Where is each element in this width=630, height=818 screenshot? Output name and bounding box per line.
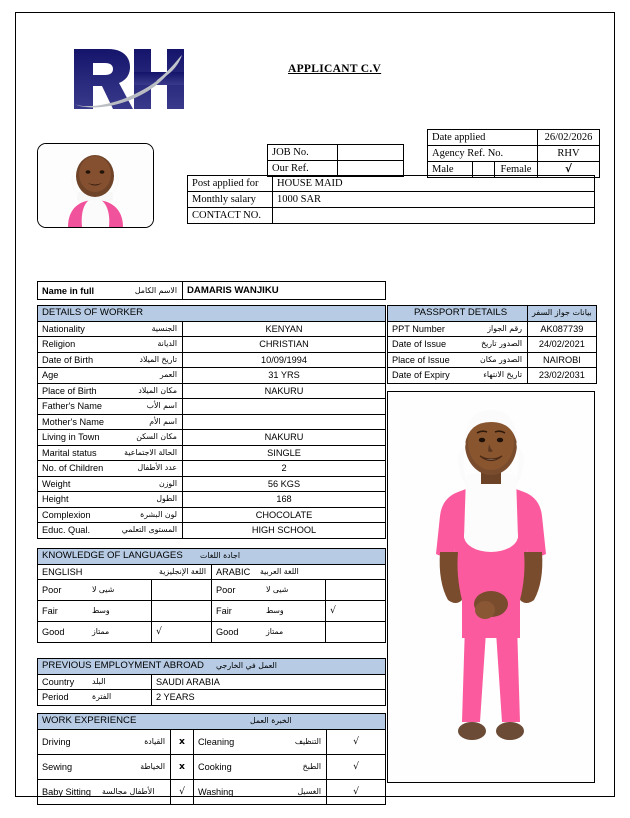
table-row xyxy=(188,192,595,208)
nationality-value[interactable]: KENYAN xyxy=(183,321,386,337)
english-good-mark[interactable]: √ xyxy=(152,622,212,643)
arabic-good-mark[interactable] xyxy=(326,622,386,643)
passport-details-header-left xyxy=(388,306,528,322)
english-label-ar: اللغة الإنجليزية xyxy=(159,566,206,576)
name-in-full-label-en: Name in full xyxy=(42,285,95,296)
baby-sitting-label-en: Baby Sitting xyxy=(42,786,92,797)
driving-mark[interactable]: x xyxy=(171,729,194,754)
passport-details-header-ar: بيانات جواز السفر xyxy=(528,306,597,322)
post-applied-table xyxy=(187,175,595,224)
mothers-name-label-en: Mother's Name xyxy=(42,416,105,427)
english-poor-label-ar: شيى لا xyxy=(92,585,115,594)
date-of-expiry-label-ar: تاريخ الانتهاء xyxy=(483,370,522,380)
age-label-ar: العمر xyxy=(159,370,177,380)
cleaning-label-ar: التنظيف xyxy=(294,736,321,746)
living-in-town-label-ar: مكان السكن xyxy=(136,432,177,442)
table-row xyxy=(388,337,597,353)
mothers-name-label-cell xyxy=(38,414,183,430)
contact-no-label: CONTACT NO. xyxy=(188,208,273,224)
our-ref-label: Our Ref. xyxy=(268,161,338,177)
job-reference-table xyxy=(267,144,404,177)
english-poor-mark[interactable] xyxy=(152,580,212,601)
sewing-label-en: Sewing xyxy=(42,761,73,772)
table-row xyxy=(38,321,386,337)
table-row xyxy=(38,337,386,353)
date-of-birth-label-en: Date of Birth xyxy=(42,354,94,365)
driving-label-en: Driving xyxy=(42,736,71,747)
table-row xyxy=(38,690,386,706)
work-experience-table xyxy=(37,713,386,805)
arabic-poor-label-ar: شيى لا xyxy=(266,585,289,594)
arabic-label-ar: اللغة العربية xyxy=(260,566,299,576)
agency-ref-label: Agency Ref. No. xyxy=(428,146,538,162)
arabic-poor-label-en: Poor xyxy=(216,585,236,595)
page-title: APPLICANT C.V xyxy=(288,63,382,75)
height-label-en: Height xyxy=(42,494,69,505)
table-row xyxy=(38,779,386,804)
marital-status-value[interactable]: SINGLE xyxy=(183,445,386,461)
table-row xyxy=(388,368,597,384)
table-row-header xyxy=(38,549,386,565)
country-label-cell xyxy=(38,674,152,690)
place-of-issue-label-en: Place of Issue xyxy=(392,354,450,365)
name-in-full-label-ar: الاسم الكامل xyxy=(134,285,177,295)
religion-label-cell xyxy=(38,337,183,353)
date-applied-label: Date applied xyxy=(428,130,538,146)
nationality-label-cell xyxy=(38,321,183,337)
date-of-issue-label-en: Date of Issue xyxy=(392,339,447,350)
english-language-cell xyxy=(38,564,212,580)
no-of-children-value[interactable]: 2 xyxy=(183,461,386,477)
job-no-label: JOB No. xyxy=(268,145,338,161)
complexion-value[interactable]: CHOCOLATE xyxy=(183,507,386,523)
place-of-birth-label-en: Place of Birth xyxy=(42,385,97,396)
table-row-header xyxy=(38,659,386,675)
table-row xyxy=(38,282,386,300)
arabic-fair-mark[interactable]: √ xyxy=(326,601,386,622)
passport-details-table xyxy=(387,305,597,384)
baby-sitting-label-ar: الأطفال مجالسة xyxy=(102,786,155,796)
baby-sitting-mark[interactable]: √ xyxy=(171,779,194,804)
sewing-label-cell xyxy=(38,754,171,779)
work-experience-header-en: WORK EXPERIENCE xyxy=(42,715,137,727)
arabic-label-en: ARABIC xyxy=(216,566,251,577)
weight-label-ar: الوزن xyxy=(158,478,177,488)
monthly-salary-value[interactable]: 1000 SAR xyxy=(273,192,595,208)
languages-header-cell xyxy=(38,549,386,565)
table-row-header xyxy=(38,306,386,322)
washing-mark[interactable]: √ xyxy=(327,779,386,804)
place-of-issue-label-ar: الصدور مكان xyxy=(480,354,522,364)
educ-qual-label-ar: المستوى التعلمي xyxy=(121,525,177,535)
place-of-issue-value[interactable]: NAIROBI xyxy=(528,352,597,368)
place-of-birth-label-cell xyxy=(38,383,183,399)
table-row-header xyxy=(388,306,597,322)
arabic-language-cell xyxy=(212,564,386,580)
female-label: Female xyxy=(495,162,538,178)
post-applied-label: Post applied for xyxy=(188,176,273,192)
living-in-town-label-cell xyxy=(38,430,183,446)
contact-no-value[interactable] xyxy=(273,208,595,224)
place-of-birth-value[interactable]: NAKURU xyxy=(183,383,386,399)
sewing-mark[interactable]: x xyxy=(171,754,194,779)
height-label-ar: الطول xyxy=(156,494,177,504)
knowledge-of-languages-table xyxy=(37,548,386,643)
date-of-expiry-label-cell xyxy=(388,368,528,384)
previous-employment-table xyxy=(37,658,386,706)
previous-employment-header-ar: العمل في الخارجي xyxy=(216,661,277,671)
cooking-label-ar: الطبخ xyxy=(302,761,321,771)
table-row xyxy=(38,601,386,622)
female-checkbox[interactable]: √ xyxy=(538,162,600,178)
name-in-full-label-cell xyxy=(38,282,183,300)
ppt-number-label-cell xyxy=(388,321,528,337)
table-row xyxy=(38,445,386,461)
ppt-number-label-en: PPT Number xyxy=(392,323,445,334)
details-of-worker-header: DETAILS OF WORKER xyxy=(38,306,386,322)
arabic-fair-label-cell xyxy=(212,601,326,622)
date-of-issue-label-cell xyxy=(388,337,528,353)
english-fair-label-ar: وسط xyxy=(92,606,110,615)
english-label-en: ENGLISH xyxy=(42,566,83,577)
table-row xyxy=(38,523,386,539)
table-row xyxy=(38,580,386,601)
washing-label-ar: الغسيل xyxy=(297,786,321,796)
table-row xyxy=(38,674,386,690)
washing-label-cell xyxy=(194,779,327,804)
educ-qual-label-en: Educ. Qual. xyxy=(42,525,91,536)
table-row xyxy=(38,414,386,430)
place-of-birth-label-ar: مكان الميلاد xyxy=(138,385,177,395)
washing-label-en: Washing xyxy=(198,786,234,797)
table-row xyxy=(38,430,386,446)
mothers-name-value[interactable] xyxy=(183,414,386,430)
no-of-children-label-cell xyxy=(38,461,183,477)
english-fair-label-en: Fair xyxy=(42,606,58,616)
previous-employment-header-cell xyxy=(38,659,386,675)
table-row xyxy=(38,492,386,508)
applicant-passport-photo xyxy=(37,143,154,228)
fathers-name-value[interactable] xyxy=(183,399,386,415)
period-label-en: Period xyxy=(42,692,69,703)
ppt-number-label-ar: رقم الجواز xyxy=(487,323,522,333)
sewing-label-ar: الخياطة xyxy=(140,761,165,771)
ppt-number-value[interactable]: AK087739 xyxy=(528,321,597,337)
arabic-fair-label-ar: وسط xyxy=(266,606,284,615)
table-row xyxy=(428,146,600,162)
table-row xyxy=(388,321,597,337)
table-row xyxy=(38,622,386,643)
table-row xyxy=(188,208,595,224)
cooking-mark[interactable]: √ xyxy=(327,754,386,779)
complexion-label-ar: لون البشرة xyxy=(140,509,177,519)
table-row xyxy=(38,507,386,523)
table-row xyxy=(38,729,386,754)
no-of-children-label-en: No. of Children xyxy=(42,463,104,474)
baby-sitting-label-cell xyxy=(38,779,171,804)
details-of-worker-table xyxy=(37,305,386,539)
table-row xyxy=(388,352,597,368)
age-label-en: Age xyxy=(42,370,59,381)
cleaning-label-cell xyxy=(194,729,327,754)
living-in-town-label-en: Living in Town xyxy=(42,432,100,443)
work-experience-header-ar: الخبرة العمل xyxy=(250,716,292,726)
driving-label-cell xyxy=(38,729,171,754)
name-in-full-table xyxy=(37,281,386,300)
table-row xyxy=(38,476,386,492)
date-of-birth-label-ar: تاريخ الميلاد xyxy=(139,354,177,364)
educ-qual-value[interactable]: HIGH SCHOOL xyxy=(183,523,386,539)
languages-header-en: KNOWLEDGE OF LANGUAGES xyxy=(42,550,183,562)
date-of-expiry-value[interactable]: 23/02/2031 xyxy=(528,368,597,384)
living-in-town-value[interactable]: NAKURU xyxy=(183,430,386,446)
educ-qual-label-cell xyxy=(38,523,183,539)
height-value[interactable]: 168 xyxy=(183,492,386,508)
period-label-ar: الفترة xyxy=(92,692,112,702)
weight-label-cell xyxy=(38,476,183,492)
english-fair-mark[interactable] xyxy=(152,601,212,622)
table-row xyxy=(188,176,595,192)
cooking-label-en: Cooking xyxy=(198,761,232,772)
country-label-en: Country xyxy=(42,676,75,687)
agency-ref-value[interactable]: RHV xyxy=(538,146,600,162)
monthly-salary-label: Monthly salary xyxy=(188,192,273,208)
period-label-cell xyxy=(38,690,152,706)
cleaning-label-en: Cleaning xyxy=(198,736,235,747)
weight-label-en: Weight xyxy=(42,478,71,489)
religion-value[interactable]: CHRISTIAN xyxy=(183,337,386,353)
english-poor-label-en: Poor xyxy=(42,585,62,595)
date-applied-value[interactable]: 26/02/2026 xyxy=(538,130,600,146)
passport-details-header-en: PASSPORT DETAILS xyxy=(414,307,508,319)
work-experience-header-cell xyxy=(38,714,386,730)
arabic-good-label-ar: ممتاز xyxy=(266,627,284,636)
marital-status-label-ar: الحالة الاجتماعية xyxy=(124,447,177,457)
date-of-birth-label-cell xyxy=(38,352,183,368)
applicant-full-body-photo xyxy=(387,391,595,783)
date-of-issue-label-ar: الصدور تاريخ xyxy=(481,339,522,349)
table-row xyxy=(38,461,386,477)
table-row xyxy=(38,383,386,399)
religion-label-ar: الديانة xyxy=(157,339,177,349)
male-label: Male xyxy=(428,162,473,178)
driving-label-ar: القيادة xyxy=(144,736,165,746)
arabic-fair-label-en: Fair xyxy=(216,606,232,616)
complexion-label-en: Complexion xyxy=(42,509,91,520)
age-value[interactable]: 31 YRS xyxy=(183,368,386,384)
weight-value[interactable]: 56 KGS xyxy=(183,476,386,492)
english-good-label-en: Good xyxy=(42,627,65,637)
languages-header-ar: اجادة اللغات xyxy=(200,551,240,561)
country-label-ar: البلد xyxy=(92,676,106,686)
company-logo xyxy=(68,41,186,119)
table-row xyxy=(38,352,386,368)
name-in-full-value[interactable]: DAMARIS WANJIKU xyxy=(183,282,386,300)
english-good-label-cell xyxy=(38,622,152,643)
date-of-expiry-label-en: Date of Expiry xyxy=(392,370,450,381)
height-label-cell xyxy=(38,492,183,508)
nationality-label-en: Nationality xyxy=(42,323,85,334)
arabic-poor-label-cell xyxy=(212,580,326,601)
fathers-name-label-ar: اسم الأب xyxy=(146,401,177,411)
english-poor-label-cell xyxy=(38,580,152,601)
arabic-poor-mark[interactable] xyxy=(326,580,386,601)
period-value[interactable]: 2 YEARS xyxy=(152,690,386,706)
date-of-birth-value[interactable]: 10/09/1994 xyxy=(183,352,386,368)
post-applied-value[interactable]: HOUSE MAID xyxy=(273,176,595,192)
table-row-header xyxy=(38,714,386,730)
cleaning-mark[interactable]: √ xyxy=(327,729,386,754)
mothers-name-label-ar: اسم الأم xyxy=(149,416,177,426)
table-row xyxy=(268,145,404,161)
religion-label-en: Religion xyxy=(42,339,76,350)
fathers-name-label-en: Father's Name xyxy=(42,401,102,412)
marital-status-label-en: Marital status xyxy=(42,447,97,458)
fathers-name-label-cell xyxy=(38,399,183,415)
application-info-table xyxy=(427,129,600,178)
arabic-good-label-en: Good xyxy=(216,627,239,637)
arabic-good-label-cell xyxy=(212,622,326,643)
marital-status-label-cell xyxy=(38,445,183,461)
previous-employment-header-en: PREVIOUS EMPLOYMENT ABROAD xyxy=(42,660,204,672)
table-row xyxy=(38,754,386,779)
table-row xyxy=(428,130,600,146)
country-value[interactable]: SAUDI ARABIA xyxy=(152,674,386,690)
cv-document-page xyxy=(15,12,615,797)
no-of-children-label-ar: عدد الأطفال xyxy=(137,463,177,473)
cooking-label-cell xyxy=(194,754,327,779)
table-row xyxy=(38,368,386,384)
date-of-issue-value[interactable]: 24/02/2021 xyxy=(528,337,597,353)
complexion-label-cell xyxy=(38,507,183,523)
age-label-cell xyxy=(38,368,183,384)
table-row xyxy=(38,399,386,415)
nationality-label-ar: الجنسية xyxy=(151,323,177,333)
english-good-label-ar: ممتاز xyxy=(92,627,110,636)
table-row xyxy=(38,564,386,580)
job-no-value[interactable] xyxy=(338,145,404,161)
english-fair-label-cell xyxy=(38,601,152,622)
place-of-issue-label-cell xyxy=(388,352,528,368)
